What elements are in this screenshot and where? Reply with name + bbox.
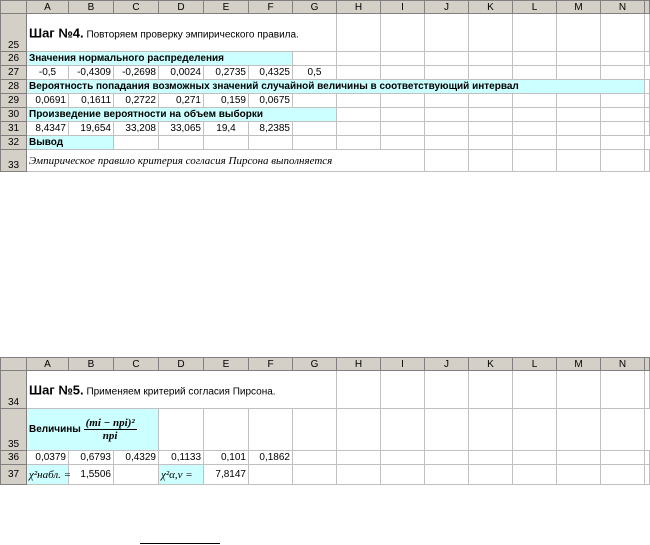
cell-a29[interactable]: 0,0691 (27, 94, 69, 108)
values-label: Величины (29, 424, 81, 436)
row-header-33[interactable]: 33 (1, 150, 27, 172)
spreadsheet-step5 (0, 357, 627, 485)
column-header-e[interactable]: E (204, 1, 249, 14)
step5-title: Шаг №5. (29, 382, 84, 397)
cell-d36[interactable]: 0,1133 (159, 451, 204, 465)
cell-c31[interactable]: 33,208 (114, 122, 159, 136)
column-header-e[interactable]: E (204, 358, 249, 371)
column-header-c[interactable]: C (114, 1, 159, 14)
step4-title: Шаг №4. (29, 25, 84, 40)
select-all-corner[interactable] (1, 358, 27, 371)
column-header-i[interactable]: I (381, 358, 425, 371)
row-header-26[interactable]: 26 (1, 52, 27, 66)
step5-description: Применяем критерий согласия Пирсона. (86, 386, 276, 397)
chi-term-formula (84, 417, 137, 442)
row-header-32[interactable]: 32 (1, 136, 27, 150)
cell-e31[interactable]: 19,4 (204, 122, 249, 136)
spreadsheet-step4 (0, 0, 627, 172)
column-header-g[interactable]: G (293, 1, 337, 14)
chi-observed-value[interactable]: 1,5506 (69, 465, 114, 485)
table-row (1, 136, 650, 150)
cell-c29[interactable]: 0,2722 (114, 94, 159, 108)
column-header-k[interactable]: K (469, 1, 513, 14)
column-header-m[interactable]: M (557, 1, 601, 14)
table-row (1, 14, 650, 52)
cell-b27[interactable]: -0,4309 (69, 66, 114, 80)
cell-g27[interactable]: 0,5 (293, 66, 337, 80)
column-header-f[interactable]: F (249, 1, 293, 14)
cell-a36[interactable]: 0,0379 (27, 451, 69, 465)
conclusion-label[interactable]: Вывод (27, 136, 114, 150)
step5-title-cell[interactable] (27, 371, 337, 409)
formula-numerator: (mi − npi)² (85, 417, 135, 429)
column-header-l[interactable]: L (513, 1, 557, 14)
table-row (1, 451, 650, 465)
cell-a31[interactable]: 8,4347 (27, 122, 69, 136)
row-header-30[interactable]: 30 (1, 108, 27, 122)
product-label[interactable]: Произведение вероятности на объем выборки (27, 108, 337, 122)
column-header-h[interactable]: H (337, 358, 381, 371)
cell-f29[interactable]: 0,0675 (249, 94, 293, 108)
column-header-a[interactable]: A (27, 358, 69, 371)
chi-critical-label[interactable]: χ²α,ν = (159, 465, 204, 485)
cell-d31[interactable]: 33,065 (159, 122, 204, 136)
row-header-29[interactable]: 29 (1, 94, 27, 108)
table-row (1, 52, 650, 66)
chi-critical-value[interactable]: 7,8147 (204, 465, 249, 485)
table-row (1, 409, 650, 451)
row-header-36[interactable]: 36 (1, 451, 27, 465)
row-header-34[interactable]: 34 (1, 371, 27, 409)
row-header-28[interactable]: 28 (1, 80, 27, 94)
table-row (1, 66, 650, 80)
row-header-25[interactable]: 25 (1, 14, 27, 52)
column-header-row (1, 358, 650, 371)
column-header-c[interactable]: C (114, 358, 159, 371)
table-row (1, 108, 650, 122)
column-header-m[interactable]: M (557, 358, 601, 371)
table-row (1, 94, 650, 108)
formula-denominator: npi (102, 430, 118, 442)
column-header-n[interactable]: N (601, 358, 645, 371)
select-all-corner[interactable] (1, 1, 27, 14)
row-header-35[interactable]: 35 (1, 409, 27, 451)
step4-title-cell[interactable] (27, 14, 337, 52)
column-header-d[interactable]: D (159, 358, 204, 371)
cell-e29[interactable]: 0,159 (204, 94, 249, 108)
cell-b31[interactable]: 19,654 (69, 122, 114, 136)
column-header-j[interactable]: J (425, 1, 469, 14)
cell-f27[interactable]: 0,4325 (249, 66, 293, 80)
row-header-27[interactable]: 27 (1, 66, 27, 80)
column-header-a[interactable]: A (27, 1, 69, 14)
row-header-37[interactable]: 37 (1, 465, 27, 485)
cell-a27[interactable]: -0,5 (27, 66, 69, 80)
column-header-d[interactable]: D (159, 1, 204, 14)
cell-f36[interactable]: 0,1862 (249, 451, 293, 465)
table-row (1, 80, 650, 94)
chi-observed-label[interactable]: χ²набл. = (27, 465, 69, 485)
cell-e27[interactable]: 0,2735 (204, 66, 249, 80)
table-row (1, 465, 650, 485)
column-header-b[interactable]: B (69, 358, 114, 371)
conclusion-text-value: Эмпирическое правило критерия согласия Пирсона выполняется (29, 154, 333, 167)
conclusion-text[interactable] (27, 150, 425, 172)
column-header-row (1, 1, 650, 14)
step4-description: Повторяем проверку эмпирического правила. (86, 29, 299, 40)
cell-c27[interactable]: -0,2698 (114, 66, 159, 80)
table-row (1, 371, 650, 409)
column-header-n[interactable]: N (601, 1, 645, 14)
column-header-j[interactable]: J (425, 358, 469, 371)
cell-c36[interactable]: 0,4329 (114, 451, 159, 465)
values-formula-cell[interactable] (27, 409, 159, 451)
column-header-g[interactable]: G (293, 358, 337, 371)
probability-label[interactable]: Вероятность попадания возможных значений случайной величины в соответствующий интервал (27, 80, 645, 94)
cell-f31[interactable]: 8,2385 (249, 122, 293, 136)
column-header-b[interactable]: B (69, 1, 114, 14)
column-header-h[interactable]: H (337, 1, 381, 14)
normal-values-label[interactable]: Значения нормального распределения (27, 52, 293, 66)
column-header-l[interactable]: L (513, 358, 557, 371)
decorative-rule (140, 543, 220, 544)
cell-d29[interactable]: 0,271 (159, 94, 204, 108)
cell-d27[interactable]: 0,0024 (159, 66, 204, 80)
table-row (1, 150, 650, 172)
column-header-i[interactable]: I (381, 1, 425, 14)
column-header-k[interactable]: K (469, 358, 513, 371)
cell-b29[interactable]: 0,1611 (69, 94, 114, 108)
cell-e36[interactable]: 0,101 (204, 451, 249, 465)
column-header-f[interactable]: F (249, 358, 293, 371)
table-row (1, 122, 650, 136)
cell-b36[interactable]: 0,6793 (69, 451, 114, 465)
row-header-31[interactable]: 31 (1, 122, 27, 136)
